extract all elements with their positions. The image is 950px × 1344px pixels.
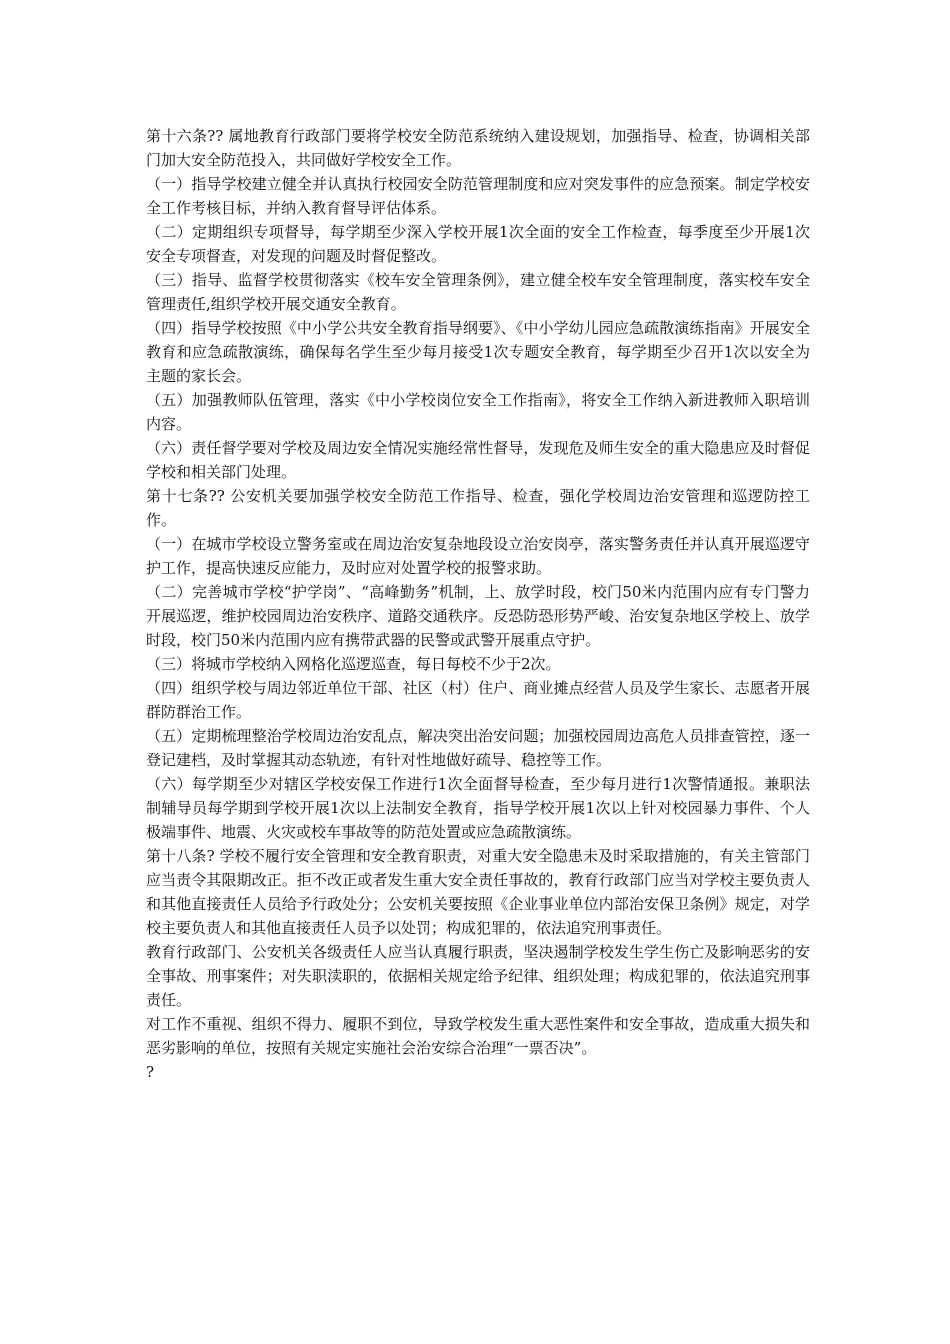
- article-16-item-6: （六）责任督学要对学校及周边安全情况实施经常性督导，发现危及师生安全的重大隐患应及时督促学校和相关部门处理。: [146, 439, 810, 481]
- article-17-item-6: （六）每学期至少对辖区学校安保工作进行1次全面督导检查，至少每月进行1次警情通报。兼职法制辅导员每学期到学校开展1次以上法制安全教育，指导学校开展1次以上针对校园暴力事件、个人极端事件、地震、火灾或校车事故等的防范处置或应急疏散演练。: [146, 775, 810, 841]
- article-16-heading-paragraph: 第十六条?? 属地教育行政部门要将学校安全防范系统纳入建设规划，加强指导、检查，协调相关部门加大安全防范投入，共同做好学校安全工作。: [146, 127, 810, 169]
- article-16-item-4: （四）指导学校按照《中小学公共安全教育指导纲要》、《中小学幼儿园应急疏散演练指南》开展安全教育和应急疏散演练，确保每名学生至少每月接受1次专题安全教育，每学期至少召开1次以安全为主题的家长会。: [146, 319, 810, 385]
- article-16-item-1: （一）指导学校建立健全并认真执行校园安全防范管理制度和应对突发事件的应急预案。制定学校安全工作考核目标，并纳入教育督导评估体系。: [146, 175, 810, 217]
- article-17-item-5: （五）定期梳理整治学校周边治安乱点，解决突出治安问题；加强校园周边高危人员排查管控，逐一登记建档，及时掌握其动态轨迹，有针对性地做好疏导、稳控等工作。: [146, 727, 810, 769]
- article-17-item-2: （二）完善城市学校“护学岗”、“高峰勤务”机制，上、放学时段，校门50米内范围内应有专门警力开展巡逻，维护校园周边治安秩序、道路交通秩序。反恐防恐形势严峻、治安复杂地区学校上、放学时段，校门50米内范围内应有携带武器的民警或武警开展重点守护。: [146, 583, 810, 649]
- article-16-item-2: （二）定期组织专项督导，每学期至少深入学校开展1次全面的安全工作检查，每季度至少开展1次安全专项督查，对发现的问题及时督促整改。: [146, 223, 810, 265]
- one-vote-veto-paragraph: 对工作不重视、组织不得力、履职不到位，导致学校发生重大恶性案件和安全事故，造成重大损失和恶劣影响的单位，按照有关规定实施社会治安综合治理“一票否决”。: [146, 1015, 810, 1057]
- document-page: [146, 124, 810, 1084]
- article-17-item-1: （一）在城市学校设立警务室或在周边治安复杂地段设立治安岗亭，落实警务责任并认真开展巡逻守护工作，提高快速反应能力，及时应对处置学校的报警求助。: [146, 535, 810, 577]
- article-16-item-3: （三）指导、监督学校贯彻落实《校车安全管理条例》，建立健全校车安全管理制度，落实校车安全管理责任,组织学校开展交通安全教育。: [146, 271, 810, 313]
- accountability-paragraph: 教育行政部门、公安机关各级责任人应当认真履行职责，坚决遏制学校发生学生伤亡及影响恶劣的安全事故、刑事案件；对失职渎职的，依据相关规定给予纪律、组织处理；构成犯罪的，依法追究刑事责任。: [146, 943, 810, 1009]
- article-17-item-3: （三）将城市学校纳入网格化巡逻巡查，每日每校不少于2次。: [146, 655, 561, 673]
- article-17-item-4: （四）组织学校与周边邻近单位干部、社区（村）住户、商业摊点经营人员及学生家长、志愿者开展群防群治工作。: [146, 679, 810, 721]
- article-16-item-5: （五）加强教师队伍管理，落实《中小学校岗位安全工作指南》，将安全工作纳入新进教师入职培训内容。: [146, 391, 810, 433]
- article-17-heading-paragraph: 第十七条?? 公安机关要加强学校安全防范工作指导、检查，强化学校周边治安管理和巡逻防控工作。: [146, 487, 810, 529]
- article-18-paragraph: 第十八条? 学校不履行安全管理和安全教育职责，对重大安全隐患未及时采取措施的，有关主管部门应当责令其限期改正。拒不改正或者发生重大安全责任事故的，教育行政部门应当对学校主要负责人和其他直接责任人员给予行政处分；公安机关要按照《企业事业单位内部治安保卫条例》规定，对学校主要负责人和其他直接责任人员予以处罚；构成犯罪的，依法追究刑事责任。: [146, 847, 810, 937]
- trailing-mark: ?: [146, 1063, 155, 1081]
